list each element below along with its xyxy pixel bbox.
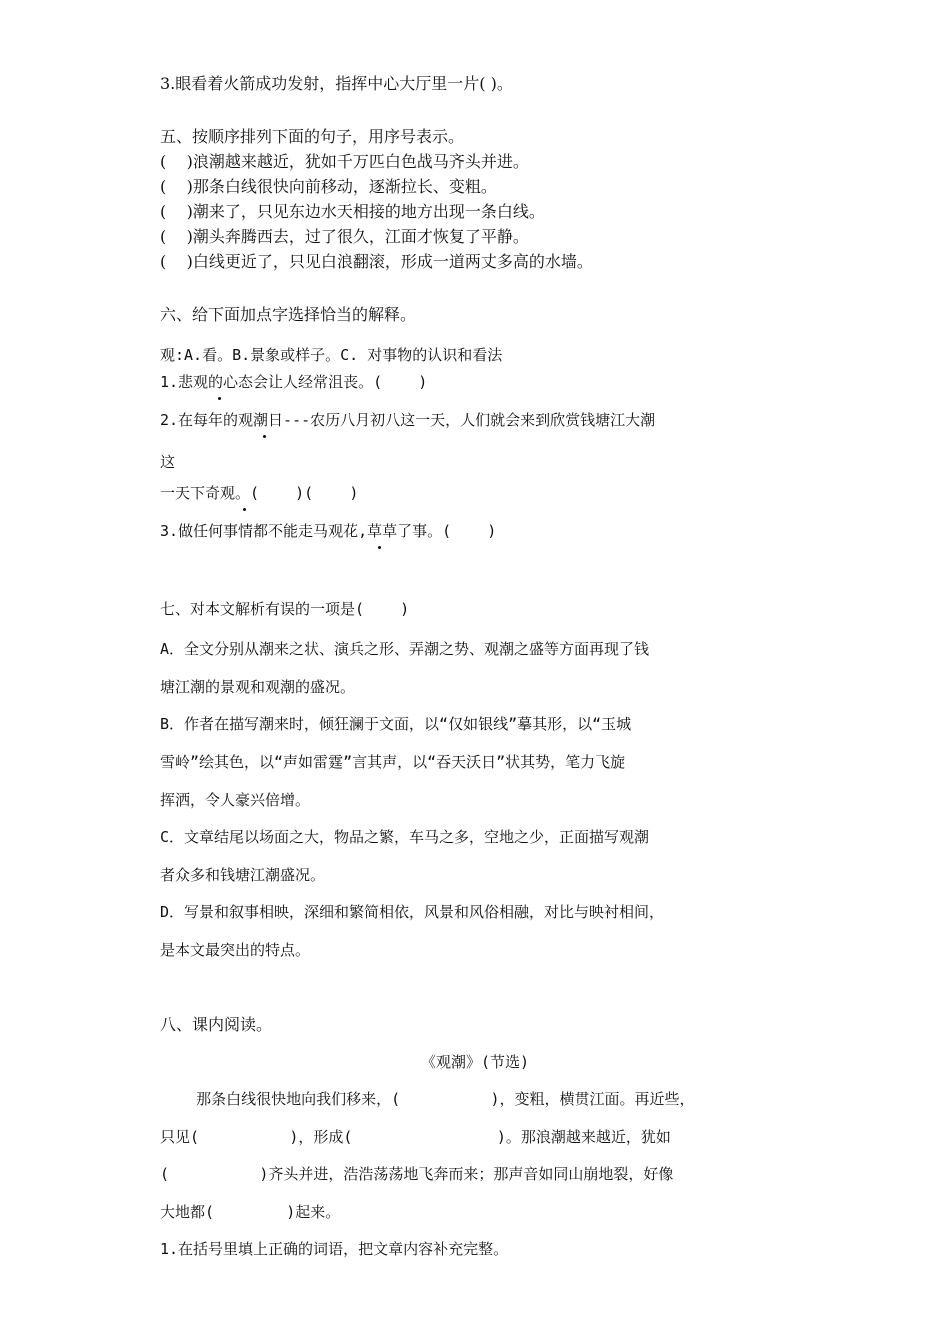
- option-d-line-1: D．写景和叙事相映，深细和繁简相依，风景和风俗相融，对比与映衬相间，: [160, 903, 665, 921]
- option-a-line-1: A．全文分别从潮来之状、演兵之形、弄潮之势、观潮之盛等方面再现了钱: [160, 640, 650, 658]
- option-d-line-2: 是本文最突出的特点。: [160, 941, 311, 959]
- emphasis-dot: [378, 546, 381, 549]
- passage-line-2: 只见( )，形成( )。那浪潮越来越近，犹如: [160, 1128, 671, 1146]
- reading-question-1: 1.在括号里填上正确的词语，把文章内容补充完整。: [160, 1240, 509, 1258]
- passage-line-1: 那条白线很快地向我们移来，( )，变粗，横贯江面。再近些，: [160, 1090, 695, 1108]
- order-item-4: ( )潮头奔腾西去，过了很久，江面才恢复了平静。: [160, 227, 529, 246]
- passage-line-4: 大地都( )起来。: [160, 1203, 341, 1221]
- option-b-line-3: 挥洒，令人豪兴倍增。: [160, 791, 311, 809]
- order-item-1: ( )浪潮越来越近，犹如千万匹白色战马齐头并进。: [160, 152, 529, 171]
- meaning-question-2: 2.在每年的观潮日---农历八月初八这一天，人们就会来到欣赏钱塘江大潮: [160, 411, 656, 429]
- option-c-line-2: 者众多和钱塘江潮盛况。: [160, 866, 326, 884]
- option-a-line-2: 塘江潮的景观和观潮的盛况。: [160, 678, 356, 696]
- meaning-question-3: 3.做任何事情都不能走马观花,草草了事。( ): [160, 522, 497, 540]
- meaning-options: 观:A.看。B.景象或样子。C. 对事物的认识和看法: [160, 346, 503, 364]
- emphasis-dot: [218, 397, 221, 400]
- order-item-2: ( )那条白线很快向前移动，逐渐拉长、变粗。: [160, 177, 497, 196]
- passage-title: 《观潮》(节选): [420, 1053, 530, 1071]
- meaning-question-2-cont: 这: [160, 453, 176, 471]
- section-5-heading: 五、按顺序排列下面的句子，用序号表示。: [160, 127, 465, 146]
- meaning-question-1: 1.悲观的心态会让人经常沮丧。( ): [160, 373, 428, 391]
- meaning-question-2-end: 一天下奇观。( )( ): [160, 484, 359, 502]
- option-b-line-2: 雪岭”绘其色，以“声如雷霆”言其声，以“吞天沃日”状其势，笔力飞旋: [160, 753, 626, 771]
- option-c-line-1: C．文章结尾以场面之大，物品之繁，车马之多，空地之少，正面描写观潮: [160, 828, 650, 846]
- emphasis-dot: [263, 435, 266, 438]
- section-7-heading: 七、对本文解析有误的一项是( ): [160, 600, 410, 618]
- section-6-heading: 六、给下面加点字选择恰当的解释。: [160, 305, 417, 324]
- emphasis-dot: [243, 508, 246, 511]
- section-8-heading: 八、课内阅读。: [160, 1015, 273, 1034]
- q4-item-3: 3.眼看着火箭成功发射，指挥中心大厅里一片( )。: [160, 74, 513, 93]
- order-item-5: ( )白线更近了，只见白浪翻滚，形成一道两丈多高的水墙。: [160, 252, 593, 271]
- order-item-3: ( )潮来了，只见东边水天相接的地方出现一条白线。: [160, 202, 545, 221]
- passage-line-3: ( )齐头并进，浩浩荡荡地飞奔而来；那声音如同山崩地裂，好像: [160, 1165, 674, 1183]
- option-b-line-1: B．作者在描写潮来时，倾狂澜于文面，以“仅如银线”摹其形，以“玉城: [160, 715, 632, 733]
